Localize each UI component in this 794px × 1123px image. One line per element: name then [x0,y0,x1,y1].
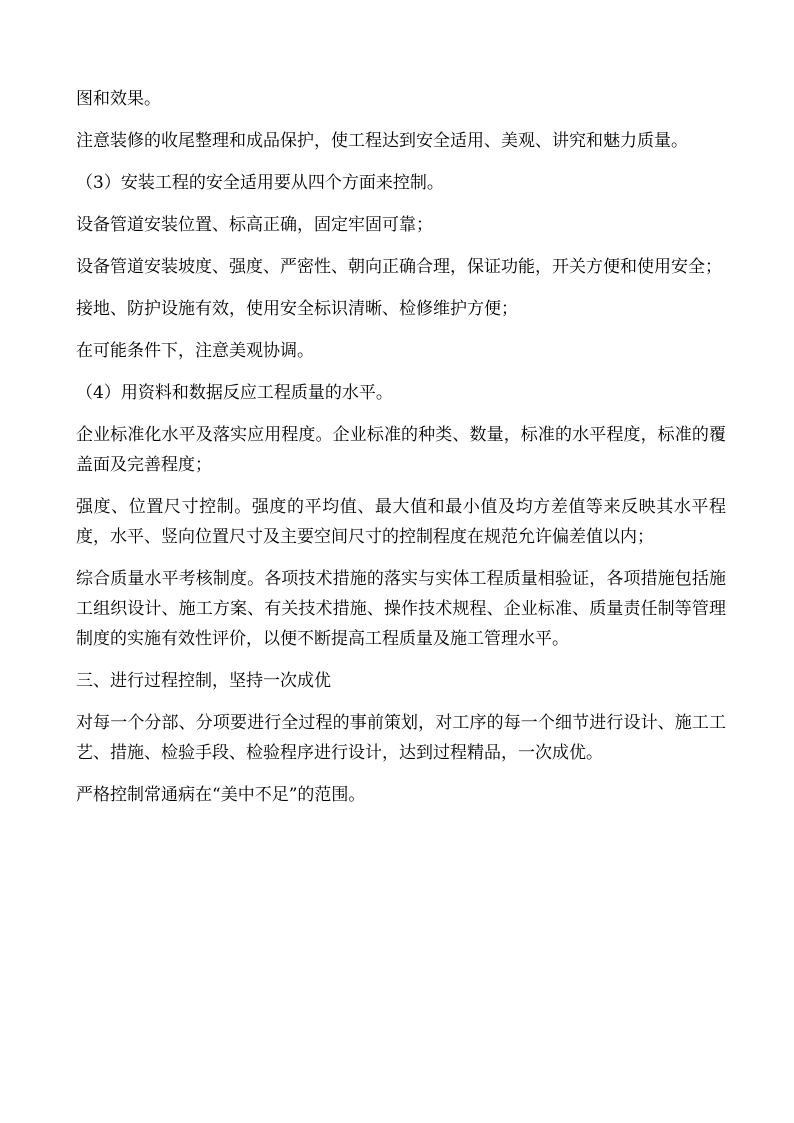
paragraph-install-slope: 设备管道安装坡度、强度、严密性、朝向正确合理，保证功能，开关方便和使用安全； [76,257,722,277]
paragraph-process-planning: 对每一个分部、分项要进行全过程的事前策划，对工序的每一个细节进行设计、施工工艺、措施、检验手段、检验程序进行设计，达到过程精品，一次成优。 [76,713,726,763]
paragraph-aesthetics: 在可能条件下，注意美观协调。 [76,341,314,361]
section-heading-process-control: 三、进行过程控制，坚持一次成优 [76,671,331,691]
document-body [76,84,726,822]
paragraph-grounding: 接地、防护设施有效，使用安全标识清晰、检修维护方便； [76,299,518,319]
paragraph-continuation: 图和效果。 [76,89,161,109]
paragraph-heading-3: （3）安装工程的安全适用要从四个方面来控制。 [76,173,444,193]
paragraph-strength-control: 强度、位置尺寸控制。强度的平均值、最大值和最小值及均方差值等来反映其水平程度，水平、竖向位置尺寸及主要空间尺寸的控制程度在规范允许偏差值以内； [76,497,726,547]
paragraph-finishing-protection: 注意装修的收尾整理和成品保护，使工程达到安全适用、美观、讲究和魅力质量。 [76,131,688,151]
paragraph-enterprise-standards: 企业标准化水平及落实应用程度。企业标准的种类、数量，标准的水平程度，标准的覆盖面及完善程度； [76,425,726,475]
paragraph-install-position: 设备管道安装位置、标高正确，固定牢固可靠； [76,215,433,235]
paragraph-heading-4: （4）用资料和数据反应工程质量的水平。 [76,383,393,403]
paragraph-quality-assessment: 综合质量水平考核制度。各项技术措施的落实与实体工程质量相验证，各项措施包括施工组织设计、施工方案、有关技术措施、操作技术规程、企业标准、质量责任制等管理制度的实施有效性评价，以便不断提高工程质量及施工管理水平。 [76,569,726,649]
paragraph-common-defects: 严格控制常通病在“美中不足”的范围。 [76,785,366,805]
